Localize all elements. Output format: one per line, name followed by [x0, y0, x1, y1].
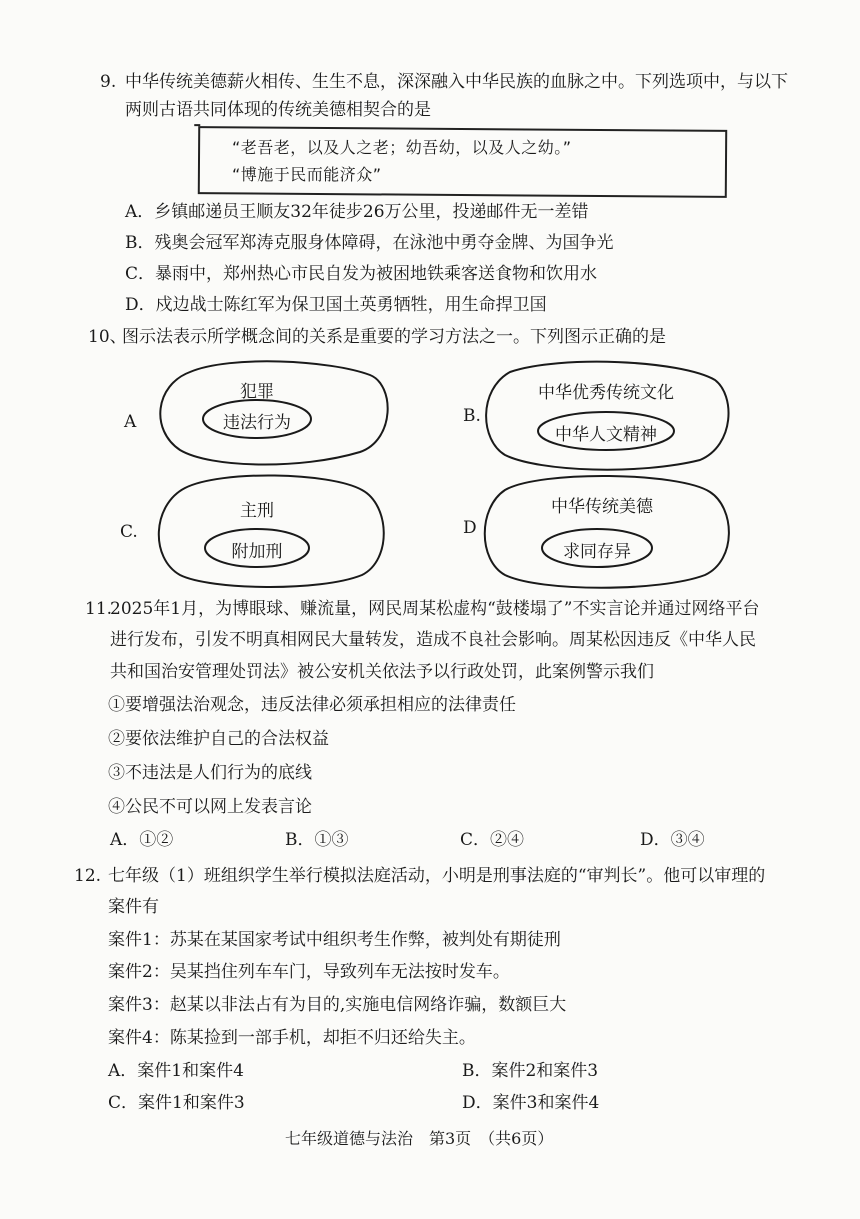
q9-number: 9. [100, 72, 117, 92]
quote-line1: “老吾老，以及人之老；幼吾幼，以及人之幼。” [232, 138, 572, 157]
q12-case-4: 案件4：陈某捡到一部手机，却拒不归还给失主。 [108, 1028, 476, 1048]
q12-case-1: 案件1：苏某在某国家考试中组织考生作弊，被判处有期徒刑 [108, 930, 561, 950]
q9-stem-line1: 中华传统美德薪火相传、生生不息，深深融入中华民族的血脉之中。下列选项中，与以下 [125, 72, 788, 92]
q11-item-4: ④公民不可以网上发表言论 [108, 797, 312, 817]
diagram-d-letter: D [463, 518, 477, 538]
q10-number: 10、 [88, 327, 127, 347]
q11-item-2: ②要依法维护自己的合法权益 [108, 729, 329, 749]
q9-option-d: D．戍边战士陈红军为保卫国土英勇牺牲，用生命捍卫国 [125, 295, 547, 315]
q12-case-3: 案件3：赵某以非法占有为目的,实施电信网络诈骗，数额巨大 [108, 995, 567, 1015]
diagram-a-letter: A [124, 412, 137, 432]
diagram-a-outer-label: 犯罪 [240, 382, 274, 402]
q9-stem-line2: 两则古语共同体现的传统美德相契合的是 [125, 100, 431, 120]
q9-option-b: B．残奥会冠军郑涛克服身体障碍，在泳池中勇夺金牌、为国争光 [125, 233, 614, 253]
diagram-c-outer-oval [159, 475, 384, 587]
diagram-a-inner-label: 违法行为 [223, 413, 291, 433]
q12-option-a: A．案件1和案件4 [108, 1061, 244, 1081]
q11-option-a: A．①② [110, 830, 174, 850]
diagram-c-outer-label: 主刑 [240, 501, 274, 521]
q11-number: 11. [85, 599, 113, 619]
q12-stem-line1: 七年级（1）班组织学生举行模拟法庭活动，小明是刑事法庭的“审判长”。他可以审理的 [108, 866, 766, 886]
q11-stem-line3: 共和国治安管理处罚法》被公安机关依法予以行政处罚，此案例警示我们 [110, 662, 654, 682]
diagram-b-outer-label: 中华优秀传统文化 [538, 383, 674, 403]
q11-stem-line1: 2025年1月，为博眼球、赚流量，网民周某松虚构“鼓楼塌了”不实言论并通过网络平台 [110, 599, 760, 619]
q12-option-c: C．案件1和案件3 [108, 1093, 245, 1113]
q12-case-2: 案件2：吴某挡住列车车门，导致列车无法按时发车。 [108, 962, 510, 982]
diagram-b-letter: B. [463, 406, 481, 426]
q12-option-d: D．案件3和案件4 [462, 1093, 600, 1113]
q10-stem: 图示法表示所学概念间的关系是重要的学习方法之一。下列图示正确的是 [122, 327, 666, 347]
diagram-d-inner-label: 求同存异 [563, 542, 631, 562]
q11-item-3: ③不违法是人们行为的底线 [108, 763, 312, 783]
q9-option-c: C．暴雨中，郑州热心市民自发为被困地铁乘客送食物和饮用水 [125, 264, 598, 284]
q11-option-c: C．②④ [460, 830, 525, 850]
q11-option-d: D．③④ [640, 830, 705, 850]
q11-stem-line2: 进行发布，引发不明真相网民大量转发，造成不良社会影响。周某松因违反《中华人民 [110, 630, 756, 650]
q12-stem-line2: 案件有 [108, 897, 159, 917]
q12-option-b: B．案件2和案件3 [462, 1061, 599, 1081]
q9-option-a: A．乡镇邮递员王顺友32年徒步26万公里，投递邮件无一差错 [125, 202, 589, 222]
diagram-b-inner-label: 中华人文精神 [555, 425, 657, 445]
q11-item-1: ①要增强法治观念，违反法律必须承担相应的法律责任 [108, 695, 516, 715]
page-footer: 七年级道德与法治 第3页 （共6页） [285, 1129, 554, 1148]
diagram-d-outer-label: 中华传统美德 [551, 497, 653, 517]
diagram-c-inner-label: 附加刑 [231, 542, 283, 562]
q12-number: 12. [74, 866, 102, 886]
quote-line2: “博施于民而能济众” [232, 165, 382, 184]
diagram-c-letter: C. [120, 522, 138, 542]
q11-option-b: B．①③ [285, 830, 349, 850]
